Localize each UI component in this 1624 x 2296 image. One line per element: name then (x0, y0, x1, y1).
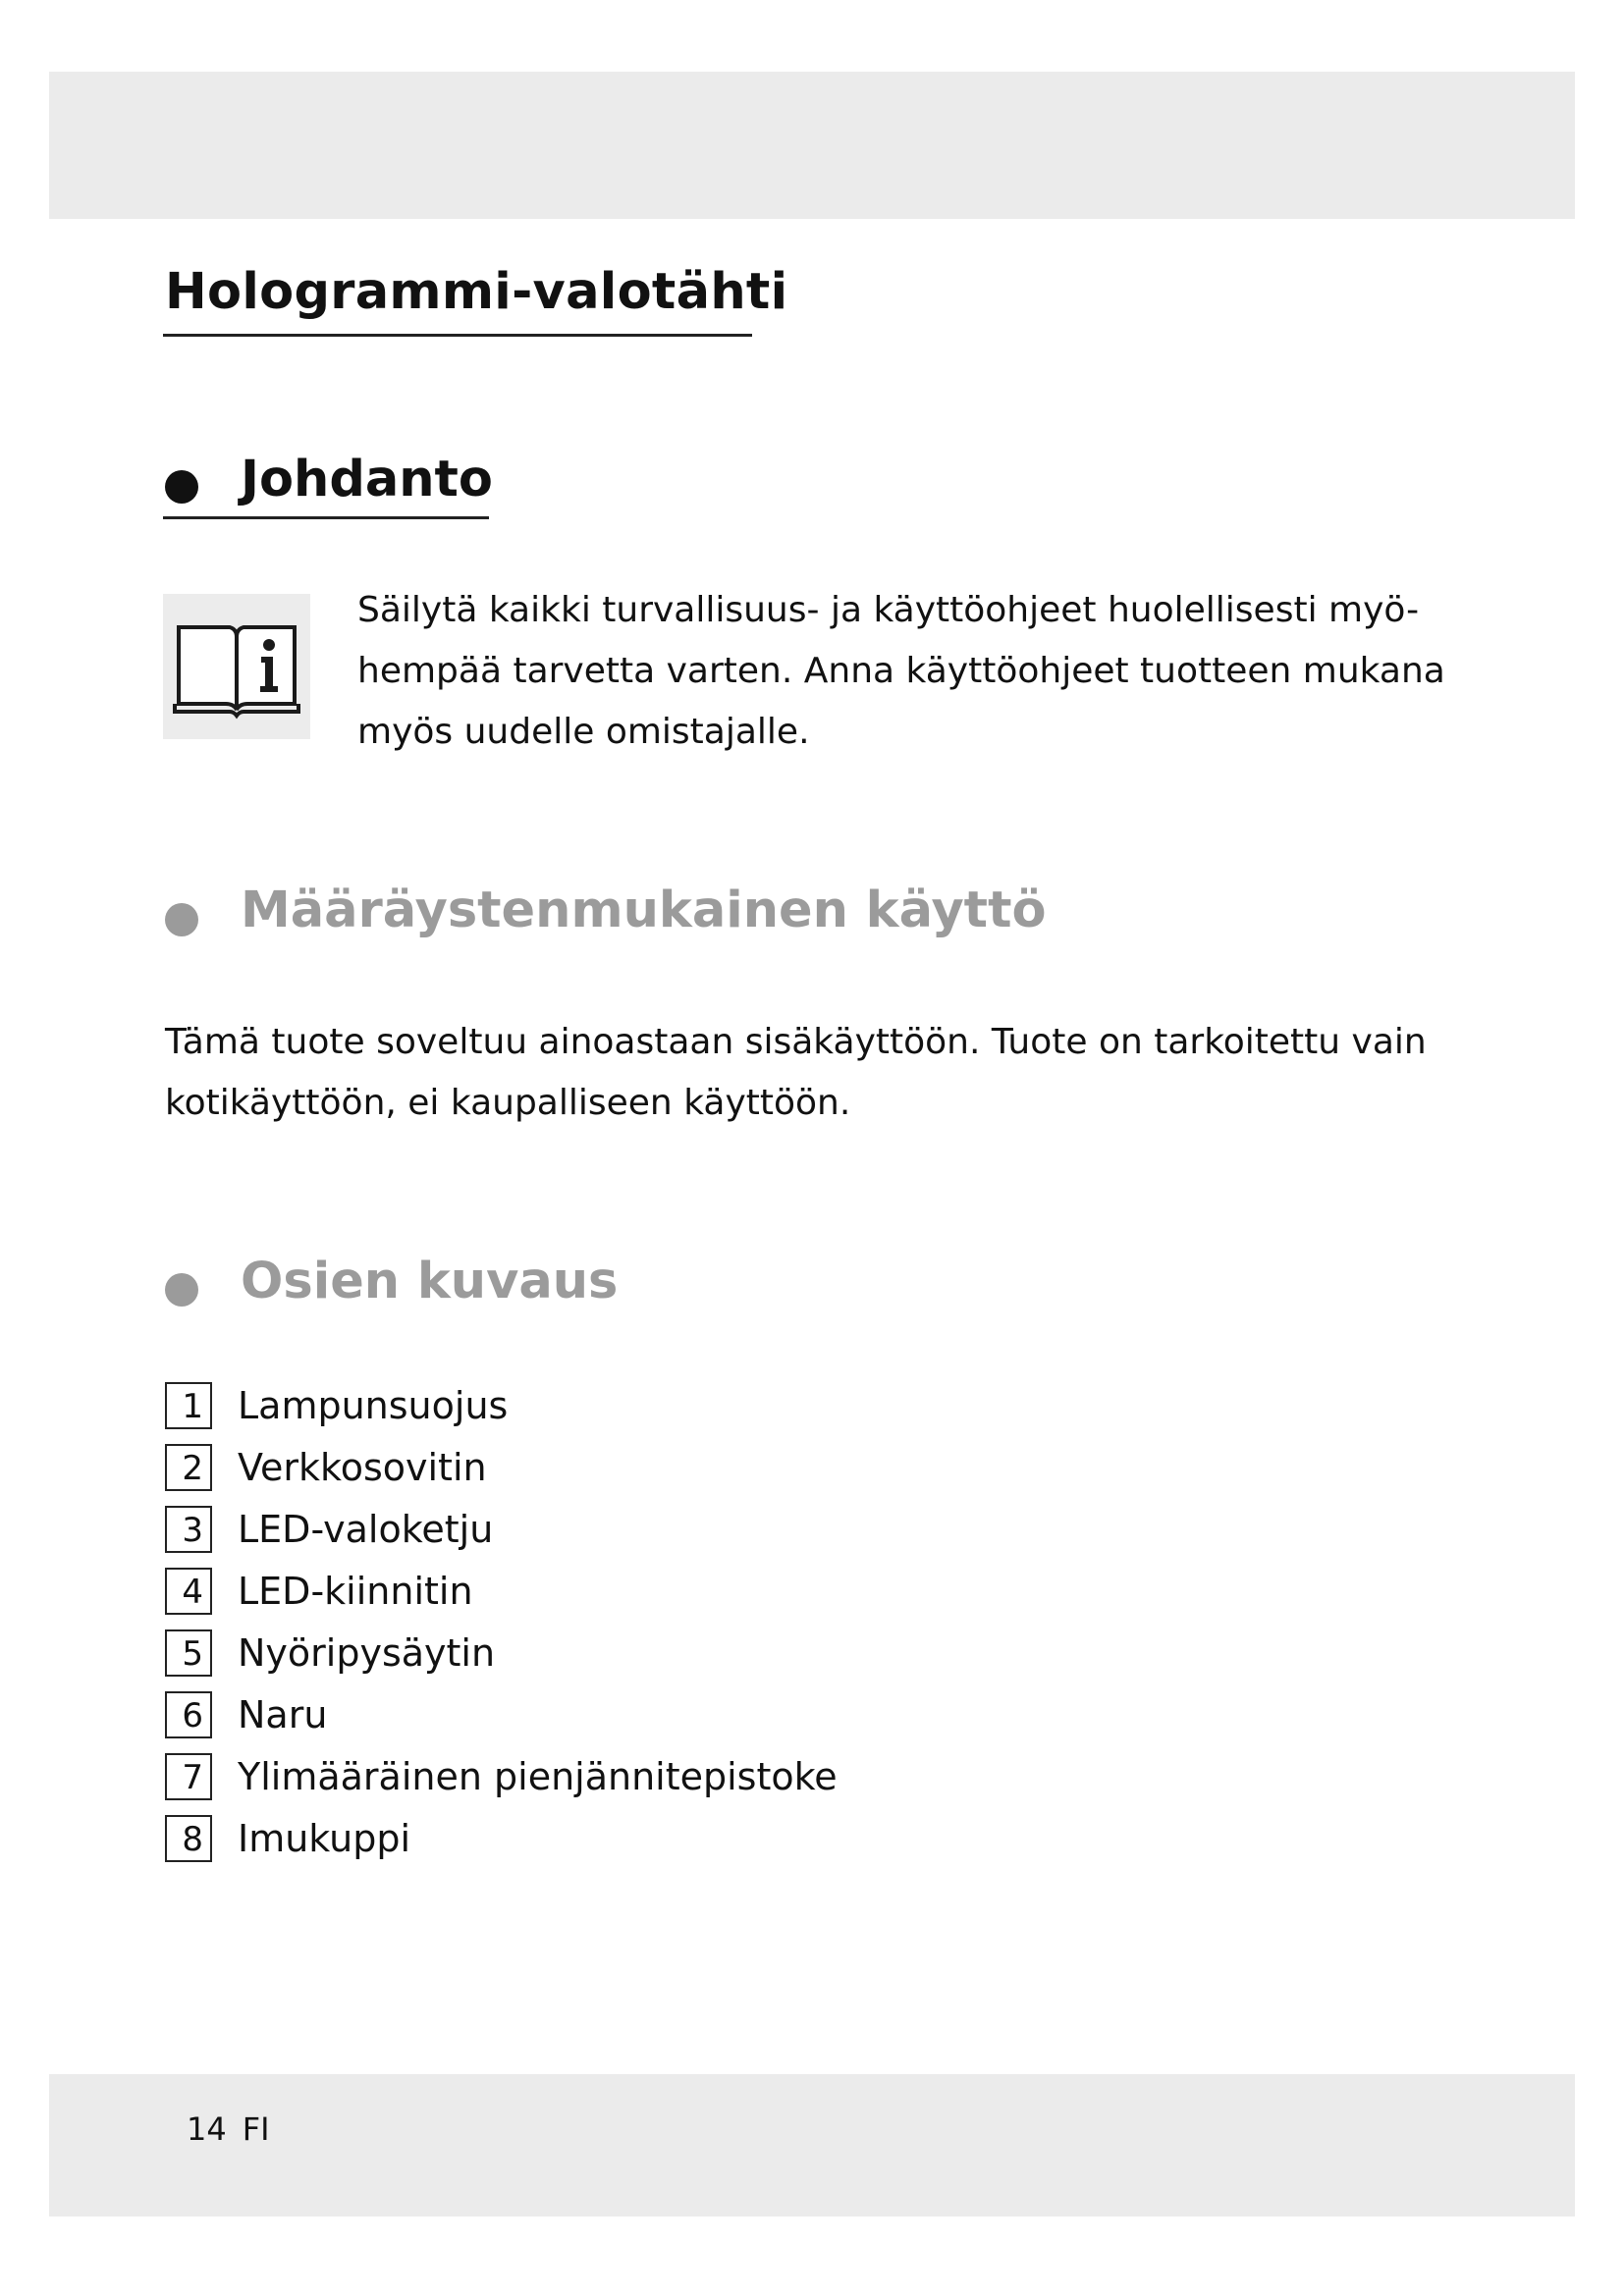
page-footer (187, 2110, 286, 2148)
part-label: Lampunsuojus (238, 1384, 509, 1427)
info-book-icon (163, 594, 310, 739)
part-label: Verkkosovitin (238, 1446, 487, 1489)
page-number: 14 (187, 2110, 227, 2148)
language-code: FI (242, 2110, 270, 2148)
title-underline (163, 334, 752, 337)
intro-heading-underline (163, 516, 489, 519)
usage-line-2: kotikäyttöön, ei kaupalliseen käyttöön. (165, 1083, 851, 1123)
part-label: LED-valoketju (238, 1508, 494, 1551)
part-number-badge: 6 (165, 1691, 212, 1738)
part-number-badge: 8 (165, 1815, 212, 1862)
document-title: Hologrammi-valotähti (165, 263, 788, 321)
section-heading-usage: Määräystenmukainen käyttö (241, 881, 1047, 939)
part-label: LED-kiinnitin (238, 1570, 473, 1613)
section-heading-parts: Osien kuvaus (241, 1253, 619, 1310)
section-heading-intro: Johdanto (241, 451, 493, 508)
header-band (49, 72, 1575, 219)
part-label: Imukuppi (238, 1817, 411, 1860)
intro-line-3: myös uudelle omistajalle. (357, 712, 810, 752)
part-number-badge: 2 (165, 1444, 212, 1491)
section-bullet-usage (165, 903, 198, 936)
part-label: Ylimääräinen pienjännitepistoke (238, 1755, 838, 1798)
section-bullet-parts (165, 1273, 198, 1307)
part-number-badge: 5 (165, 1629, 212, 1677)
intro-line-2: hempää tarvetta varten. Anna käyttöohjeet tuotteen mukana (357, 651, 1445, 691)
part-number-badge: 7 (165, 1753, 212, 1800)
section-bullet-intro (165, 470, 198, 504)
part-number-badge: 4 (165, 1568, 212, 1615)
part-number-badge: 1 (165, 1382, 212, 1429)
part-label: Nyöripysäytin (238, 1631, 496, 1675)
usage-paragraph (165, 1012, 1427, 1134)
usage-line-1: Tämä tuote soveltuu ainoastaan sisäkäyttöön. Tuote on tarkoitettu vain (165, 1022, 1427, 1062)
intro-line-1: Säilytä kaikki turvallisuus- ja käyttöohjeet huolellisesti myö- (357, 590, 1420, 630)
intro-paragraph (357, 580, 1445, 763)
part-label: Naru (238, 1693, 328, 1736)
part-number-badge: 3 (165, 1506, 212, 1553)
